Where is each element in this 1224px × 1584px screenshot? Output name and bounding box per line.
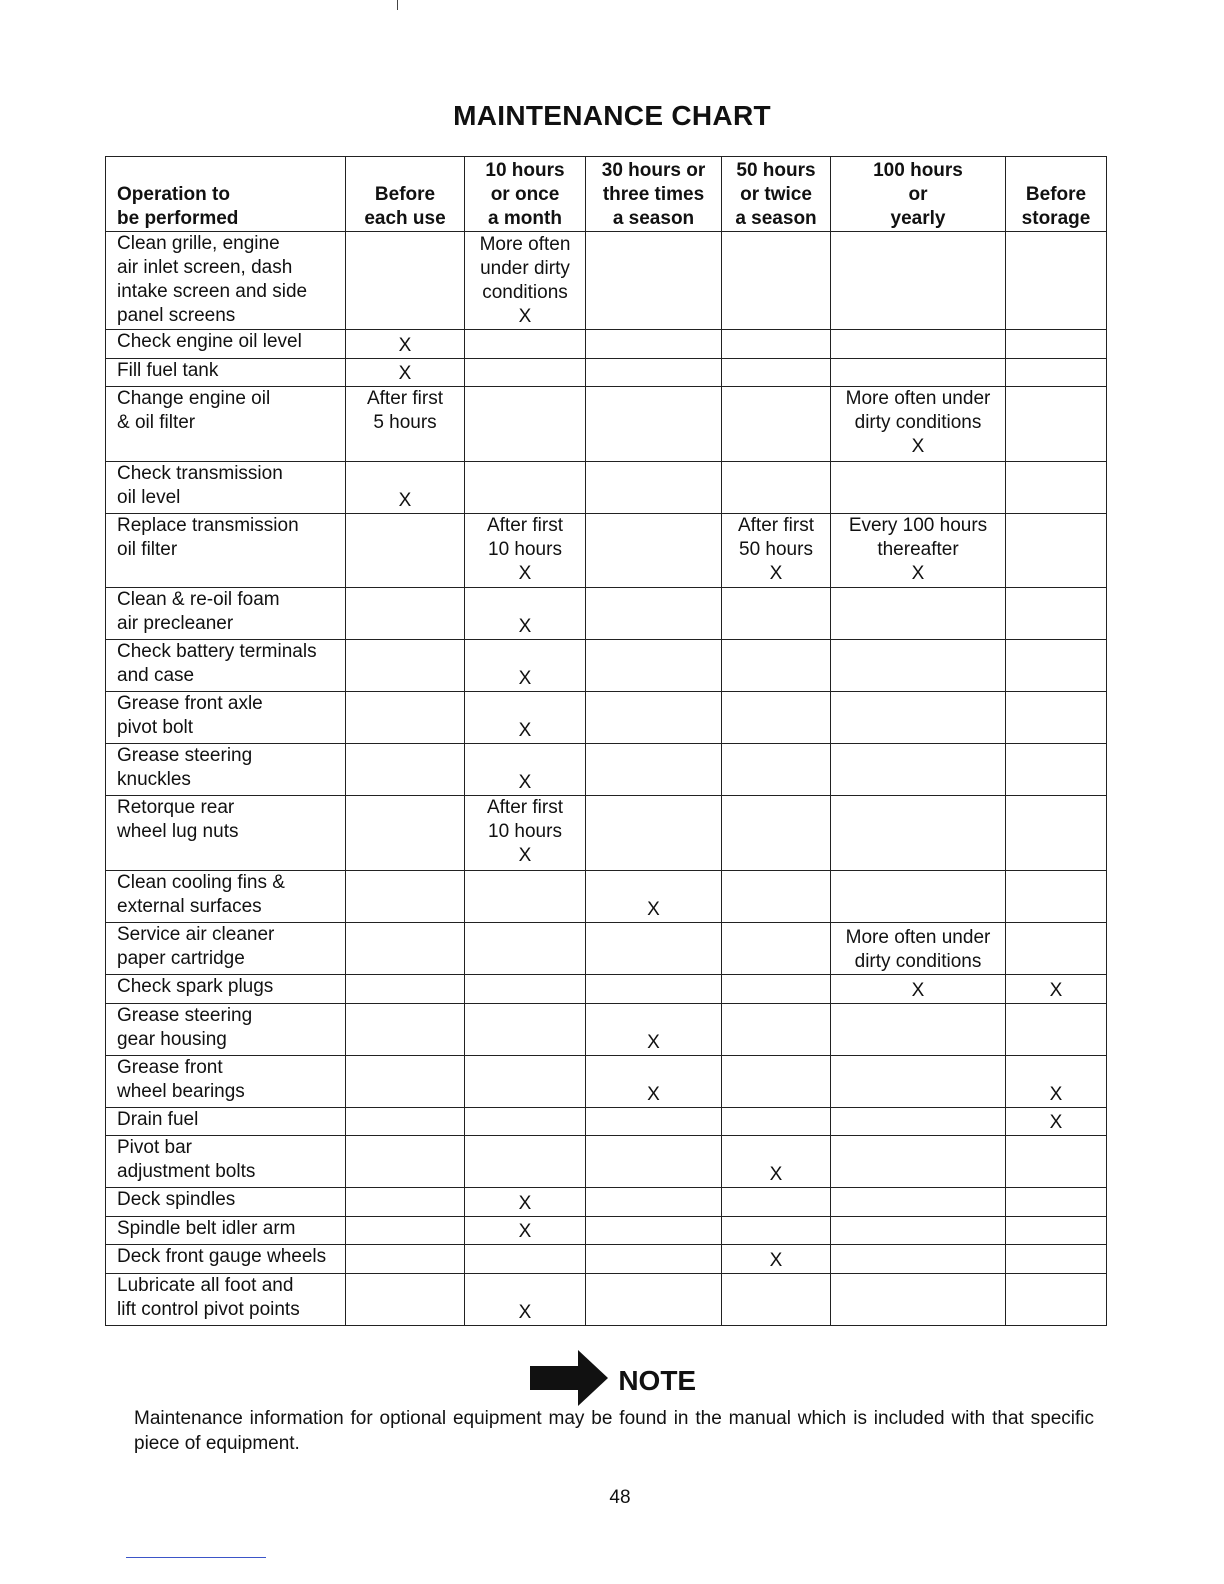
schedule-cell [346,462,465,514]
schedule-cell [831,1136,1006,1188]
operation-line: Drain fuel [117,1109,199,1130]
check-mark: X [1049,1112,1063,1133]
schedule-cell [346,1245,465,1274]
operation-line: Clean cooling fins & [117,872,285,893]
table-header-row [106,157,1107,232]
schedule-cell [346,1274,465,1326]
schedule-cell [1006,359,1107,387]
operation-cell [106,692,346,744]
schedule-cell [465,923,586,975]
table-row [106,796,1107,871]
header-line: 10 hours [485,160,565,181]
table-row [106,1056,1107,1108]
schedule-cell [1006,871,1107,923]
schedule-cell [586,1274,722,1326]
operation-line: external surfaces [117,896,262,917]
operation-line: Check transmission [117,463,283,484]
schedule-cell [346,1217,465,1245]
operation-line: paper cartridge [117,948,245,969]
table-row [106,1188,1107,1217]
schedule-cell [1006,514,1107,588]
schedule-cell [465,1056,586,1108]
table-row [106,692,1107,744]
right-arrow-icon [528,1350,608,1411]
schedule-cell [346,1188,465,1217]
table-row [106,462,1107,514]
operation-line: Check battery terminals [117,641,317,662]
schedule-cell [465,359,586,387]
schedule-cell [831,232,1006,330]
header-line: each use [364,208,446,229]
schedule-cell [465,588,586,640]
table-row [106,514,1107,588]
check-mark: X [398,335,412,356]
table-row [106,1108,1107,1136]
schedule-cell [722,923,831,975]
schedule-cell [1006,232,1107,330]
schedule-cell [831,462,1006,514]
schedule-cell [831,514,1006,588]
header-line: Before [1025,184,1087,205]
schedule-cell [586,1108,722,1136]
schedule-cell [831,1188,1006,1217]
schedule-cell [586,1004,722,1056]
schedule-cell [722,387,831,462]
schedule-note: 10 hours [488,539,562,560]
schedule-cell [831,1245,1006,1274]
schedule-cell [465,1188,586,1217]
check-mark: X [647,899,660,920]
schedule-note: under dirty [480,258,570,279]
operation-cell [106,796,346,871]
operation-line: knuckles [117,769,191,790]
operation-line: Grease front [117,1057,223,1078]
schedule-cell [586,975,722,1004]
schedule-note: 10 hours [488,821,562,842]
schedule-cell [722,692,831,744]
schedule-cell [831,975,1006,1004]
schedule-cell [465,744,586,796]
schedule-cell [586,923,722,975]
header-line: a season [612,208,695,229]
header-line: a month [488,208,562,229]
schedule-cell [465,1274,586,1326]
operation-line: Replace transmission [117,515,299,536]
check-mark: X [769,563,783,584]
schedule-note: After first [366,388,443,409]
schedule-cell [722,640,831,692]
schedule-cell [586,588,722,640]
schedule-cell [586,1056,722,1108]
header-line: Operation to [117,184,230,205]
operation-line: Clean & re-oil foam [117,589,280,610]
operation-cell [106,330,346,359]
schedule-cell [346,1056,465,1108]
check-mark: X [647,1084,660,1105]
schedule-note: Every 100 hours [848,515,988,536]
schedule-cell [346,1108,465,1136]
operation-cell [106,975,346,1004]
check-mark: X [398,490,412,511]
schedule-cell [1006,387,1107,462]
operation-line: oil filter [117,539,178,560]
table-row [106,232,1107,330]
operation-line: adjustment bolts [117,1161,256,1182]
schedule-note: dirty conditions [854,951,982,972]
header-line: Before [374,184,436,205]
schedule-cell [831,871,1006,923]
table-row [106,588,1107,640]
schedule-cell [722,1108,831,1136]
operation-cell [106,1004,346,1056]
schedule-cell [1006,588,1107,640]
operation-line: Grease steering [117,745,253,766]
maintenance-chart-table [105,156,1107,1326]
operation-line: Grease steering [117,1005,253,1026]
operation-line: oil level [117,487,181,508]
table-body [106,232,1107,1326]
schedule-cell [722,232,831,330]
header-line: 30 hours or [601,160,706,181]
schedule-cell [1006,1136,1107,1188]
schedule-cell [722,871,831,923]
schedule-cell [346,514,465,588]
table-row [106,923,1107,975]
operation-line: air precleaner [117,613,234,634]
table-row [106,359,1107,387]
schedule-cell [722,975,831,1004]
schedule-cell [465,462,586,514]
schedule-cell [831,796,1006,871]
note-label: NOTE [618,1364,697,1396]
schedule-cell [346,1136,465,1188]
column-header-4 [722,157,831,232]
schedule-cell [722,1217,831,1245]
schedule-cell [346,387,465,462]
schedule-cell [586,330,722,359]
check-mark: X [518,845,532,866]
column-header-3 [586,157,722,232]
schedule-cell [465,692,586,744]
schedule-cell [1006,462,1107,514]
operation-line: Retorque rear [117,797,235,818]
schedule-cell [831,1056,1006,1108]
check-mark: X [518,306,532,327]
table-row [106,1004,1107,1056]
header-line: a season [735,208,817,229]
schedule-cell [465,1108,586,1136]
schedule-cell [831,359,1006,387]
table-row [106,1274,1107,1326]
schedule-cell [586,796,722,871]
check-mark: X [518,1193,532,1214]
operation-line: Clean grille, engine [117,233,280,254]
operation-line: & oil filter [117,412,196,433]
column-header-2 [465,157,586,232]
schedule-cell [346,744,465,796]
schedule-cell [465,1245,586,1274]
schedule-cell [465,1136,586,1188]
schedule-cell [831,744,1006,796]
table-row [106,1217,1107,1245]
check-mark: X [1049,980,1063,1001]
schedule-cell [1006,640,1107,692]
schedule-note: After first [486,515,563,536]
schedule-cell [722,1136,831,1188]
schedule-cell [1006,975,1107,1004]
header-line: three times [602,184,705,205]
schedule-cell [1006,1217,1107,1245]
schedule-cell [831,387,1006,462]
schedule-cell [722,1004,831,1056]
schedule-cell [831,588,1006,640]
operation-cell [106,1136,346,1188]
schedule-cell [586,1217,722,1245]
schedule-cell [346,923,465,975]
schedule-cell [586,387,722,462]
schedule-cell [346,640,465,692]
schedule-cell [586,871,722,923]
schedule-note: More often [479,234,571,255]
operation-line: panel screens [117,305,236,326]
schedule-cell [1006,1004,1107,1056]
operation-line: wheel lug nuts [117,821,239,842]
schedule-note: conditions [482,282,568,303]
schedule-cell [346,232,465,330]
schedule-cell [722,359,831,387]
schedule-cell [465,514,586,588]
check-mark: X [769,1164,783,1185]
header-line: yearly [890,208,946,229]
schedule-cell [722,514,831,588]
schedule-note: thereafter [877,539,959,560]
check-mark: X [518,772,532,793]
check-mark: X [518,668,532,689]
schedule-cell [586,744,722,796]
schedule-note: More often under [845,927,991,948]
table-row [106,387,1107,462]
schedule-cell [586,1245,722,1274]
table-row [106,1136,1107,1188]
schedule-cell [722,462,831,514]
header-line: or [908,184,928,205]
schedule-cell [346,796,465,871]
operation-cell [106,387,346,462]
schedule-cell [586,1136,722,1188]
schedule-cell [346,871,465,923]
schedule-cell [831,692,1006,744]
operation-cell [106,744,346,796]
schedule-cell [586,462,722,514]
operation-cell [106,1245,346,1274]
schedule-note: After first [486,797,563,818]
header-line: be performed [117,208,239,229]
schedule-cell [465,975,586,1004]
operation-line: air inlet screen, dash [117,257,293,278]
check-mark: X [518,563,532,584]
note-text: Maintenance information for optional equipment may be found in the manual which is included with that specific piece of equipment. [134,1408,1094,1454]
operation-cell [106,1056,346,1108]
schedule-cell [586,692,722,744]
schedule-cell [831,330,1006,359]
schedule-note: dirty conditions [854,412,982,433]
column-header-1 [346,157,465,232]
page-edge-mark [397,0,398,10]
check-mark: X [518,616,532,637]
operation-line: intake screen and side [117,281,308,302]
schedule-cell [346,588,465,640]
schedule-note: More often under [845,388,991,409]
operation-cell [106,923,346,975]
schedule-cell [831,1004,1006,1056]
schedule-cell [465,871,586,923]
schedule-cell [1006,1108,1107,1136]
operation-cell [106,1217,346,1245]
schedule-cell [346,1004,465,1056]
page-number: 48 [609,1487,631,1508]
operation-cell [106,1108,346,1136]
operation-cell [106,232,346,330]
schedule-cell [831,1217,1006,1245]
table-row [106,871,1107,923]
column-header-6 [1006,157,1107,232]
table-row [106,744,1107,796]
schedule-note: 5 hours [373,412,437,433]
operation-cell [106,1188,346,1217]
header-line: 100 hours [873,160,963,181]
check-mark: X [398,363,412,384]
operation-line: Check spark plugs [117,976,274,997]
schedule-cell [1006,1274,1107,1326]
schedule-cell [831,1274,1006,1326]
table-row [106,640,1107,692]
schedule-cell [586,514,722,588]
schedule-cell [586,640,722,692]
check-mark: X [911,436,925,457]
schedule-cell [465,387,586,462]
operation-cell [106,640,346,692]
schedule-note: After first [737,515,814,536]
schedule-cell [465,640,586,692]
operation-cell [106,871,346,923]
operation-cell [106,359,346,387]
operation-cell [106,588,346,640]
operation-line: Deck spindles [117,1189,236,1210]
schedule-cell [465,330,586,359]
column-header-5 [831,157,1006,232]
note-heading [0,1350,1224,1411]
schedule-cell [346,975,465,1004]
operation-line: Service air cleaner [117,924,275,945]
schedule-cell [586,1188,722,1217]
operation-line: Deck front gauge wheels [117,1246,327,1267]
operation-line: Grease front axle [117,693,263,714]
footer-rule [126,1557,266,1558]
column-header-operation [106,157,346,232]
check-mark: X [769,1250,783,1271]
schedule-cell [1006,692,1107,744]
schedule-cell [831,923,1006,975]
table-row [106,330,1107,359]
operation-line: lift control pivot points [117,1299,300,1320]
operation-line: Spindle belt idler arm [117,1218,296,1239]
schedule-cell [586,232,722,330]
check-mark: X [1049,1084,1063,1105]
operation-line: Change engine oil [117,388,271,409]
schedule-cell [831,640,1006,692]
header-line: or twice [740,184,812,205]
header-line: or once [490,184,560,205]
schedule-cell [1006,1188,1107,1217]
schedule-cell [1006,744,1107,796]
operation-line: Pivot bar [117,1137,192,1158]
operation-cell [106,1274,346,1326]
operation-line: Fill fuel tank [117,360,219,381]
operation-line: pivot bolt [117,717,194,738]
check-mark: X [911,980,925,1001]
schedule-cell [722,796,831,871]
schedule-cell [465,1217,586,1245]
schedule-cell [346,692,465,744]
header-line: 50 hours [736,160,816,181]
check-mark: X [911,563,925,584]
check-mark: X [518,1221,532,1242]
schedule-cell [1006,1245,1107,1274]
operation-line: gear housing [117,1029,227,1050]
schedule-cell [722,744,831,796]
schedule-cell [346,359,465,387]
operation-line: Lubricate all foot and [117,1275,294,1296]
schedule-cell [586,359,722,387]
schedule-note: 50 hours [739,539,813,560]
operation-cell [106,462,346,514]
table-row [106,1245,1107,1274]
operation-line: wheel bearings [117,1081,245,1102]
schedule-cell [465,796,586,871]
schedule-cell [722,330,831,359]
check-mark: X [518,720,532,741]
header-line: storage [1021,208,1091,229]
operation-line: and case [117,665,195,686]
schedule-cell [722,1188,831,1217]
check-mark: X [518,1302,532,1323]
schedule-cell [465,232,586,330]
schedule-cell [1006,330,1107,359]
page-title: MAINTENANCE CHART [453,100,771,131]
schedule-cell [831,1108,1006,1136]
schedule-cell [1006,1056,1107,1108]
schedule-cell [465,1004,586,1056]
schedule-cell [722,1274,831,1326]
schedule-cell [1006,796,1107,871]
schedule-cell [1006,923,1107,975]
schedule-cell [722,588,831,640]
operation-cell [106,514,346,588]
operation-line: Check engine oil level [117,331,302,352]
check-mark: X [647,1032,660,1053]
table-row [106,975,1107,1004]
schedule-cell [722,1245,831,1274]
schedule-cell [722,1056,831,1108]
schedule-cell [346,330,465,359]
